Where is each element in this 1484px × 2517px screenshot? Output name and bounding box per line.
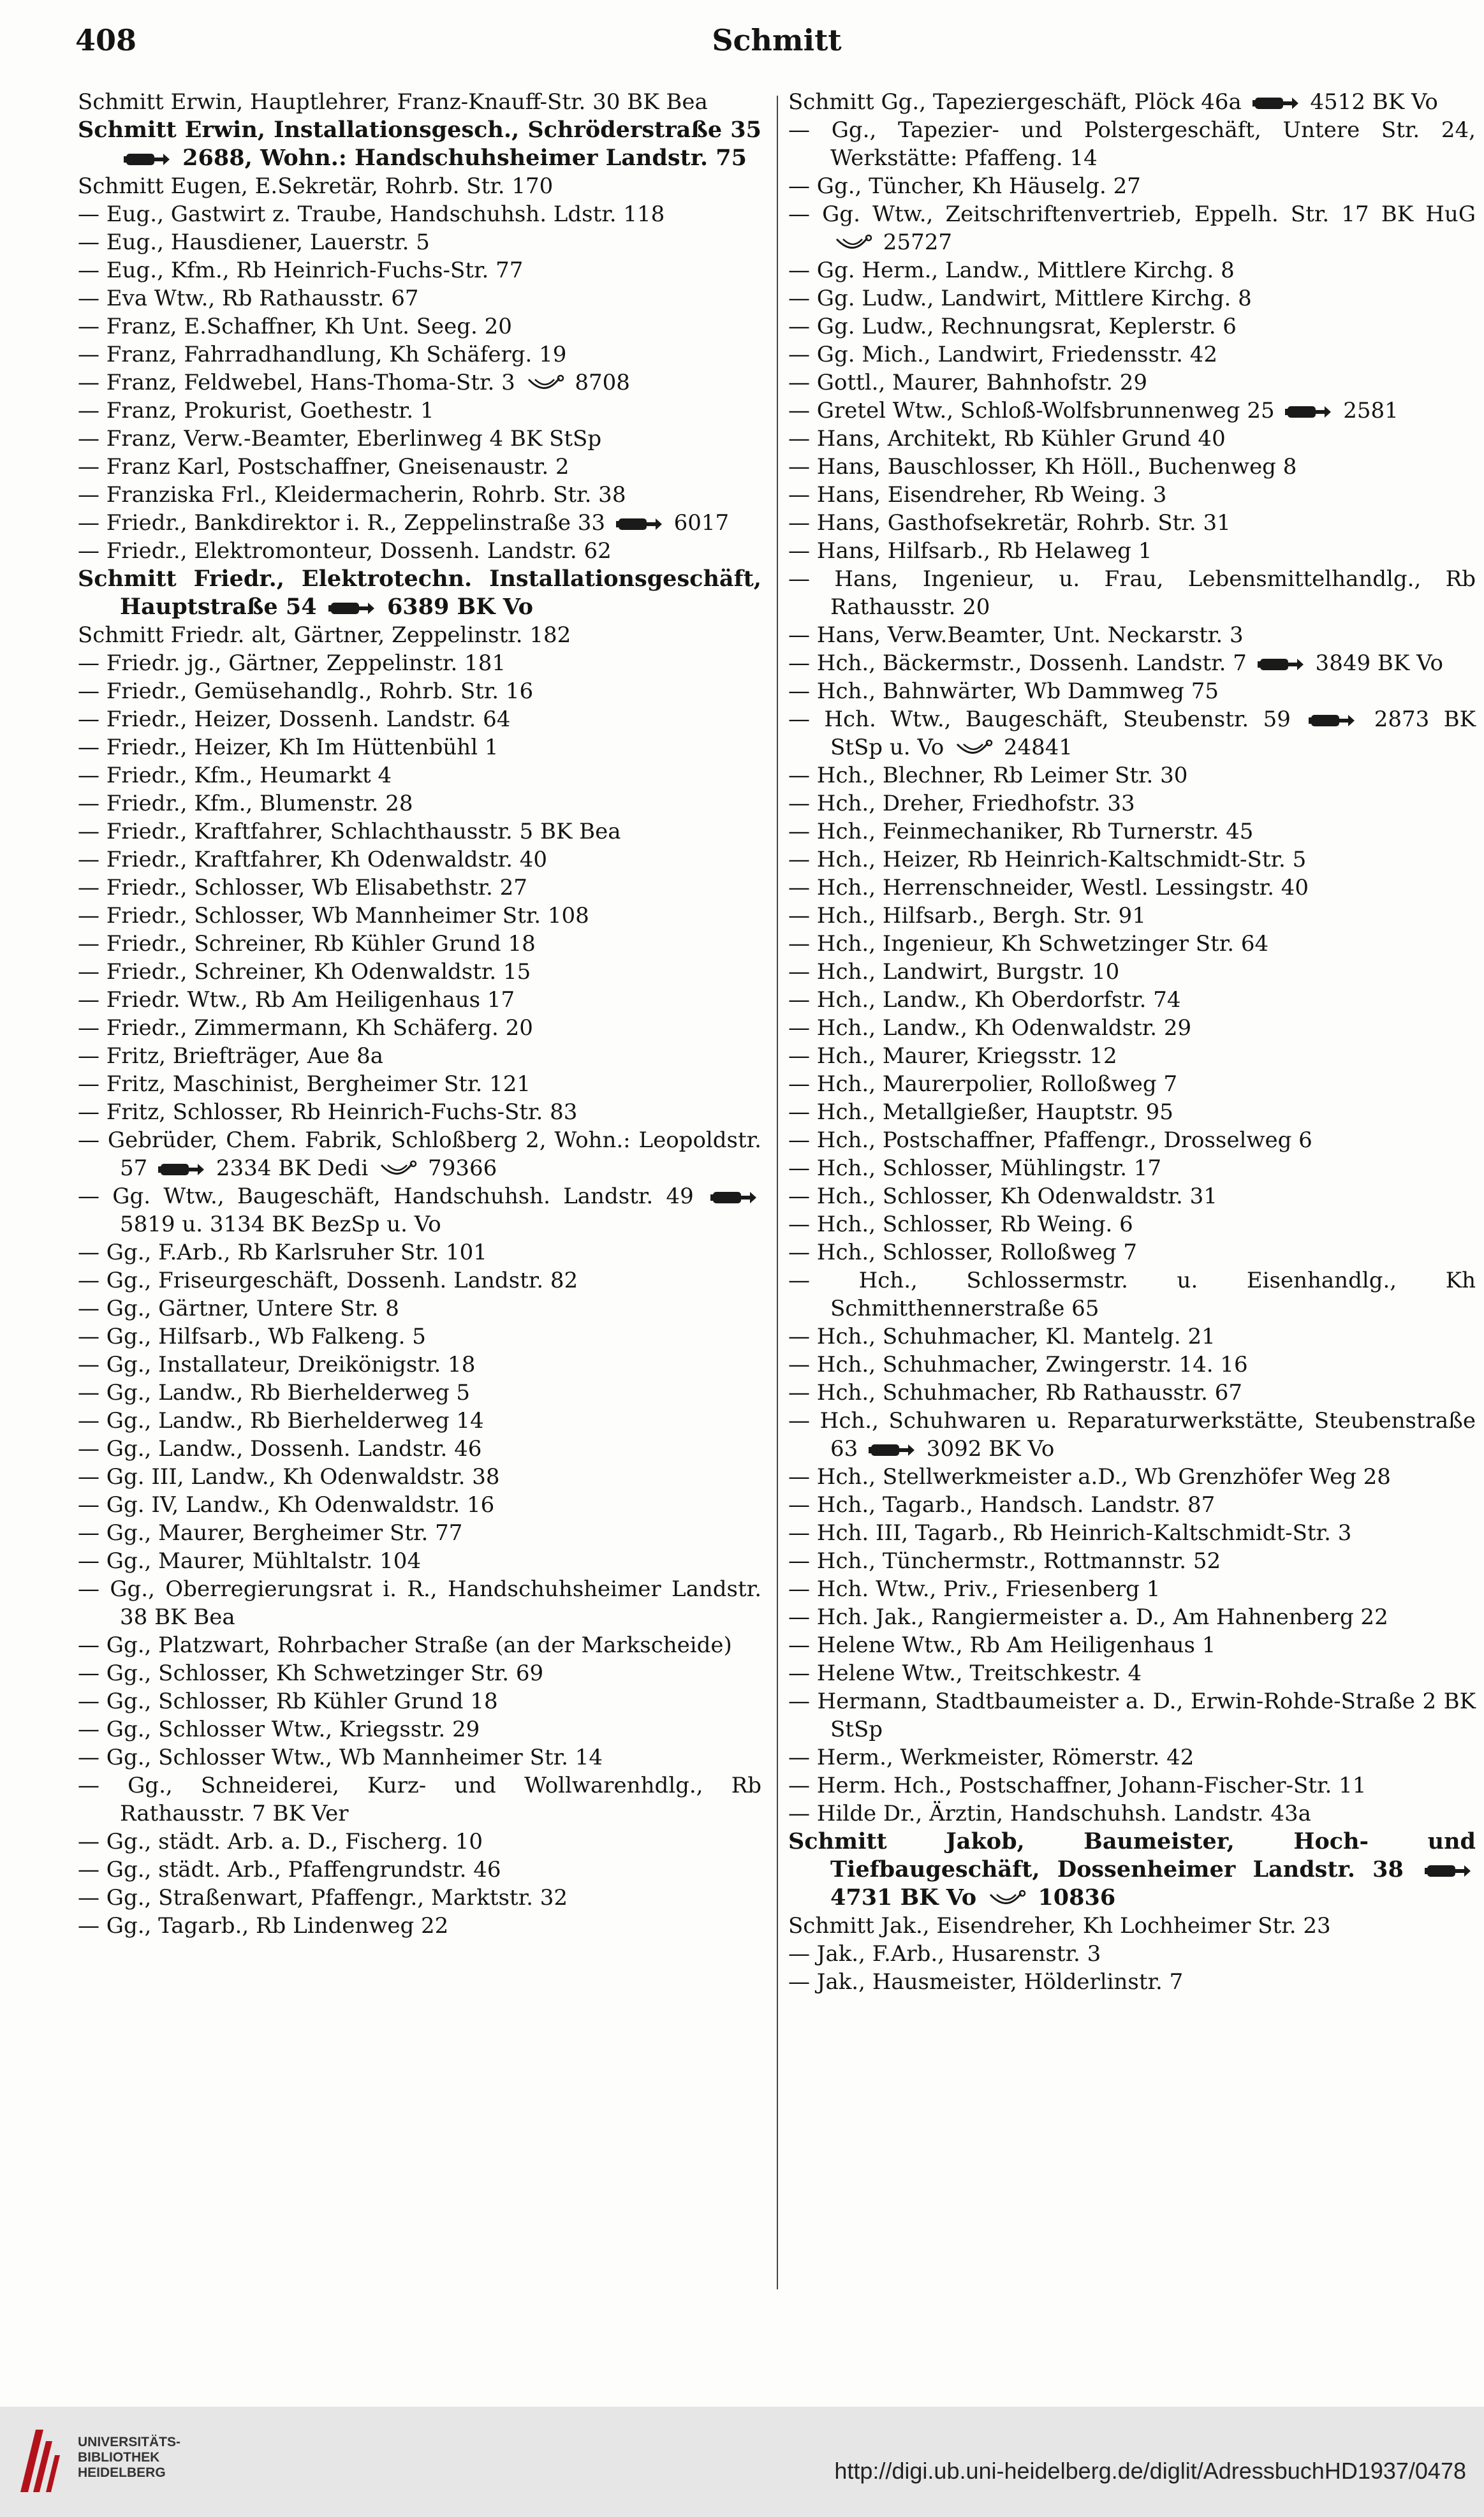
directory-entry	[78, 1547, 761, 1575]
entry-text: — Hch., Schuhmacher, Rb Rathausstr. 67	[788, 1380, 1243, 1405]
entry-text: 24841	[997, 735, 1073, 760]
entry-text: — Hch. Jak., Rangiermeister a. D., Am Hahnenberg 22	[788, 1604, 1388, 1630]
entry-text: — Gg., Platzwart, Rohrbacher Straße (an der Markscheide)	[78, 1633, 732, 1658]
directory-entry	[788, 1407, 1476, 1463]
directory-entry	[78, 1323, 761, 1351]
entry-text: Schmitt Gg., Tapeziergeschäft, Plöck 46a	[788, 89, 1249, 115]
entry-text: — Friedr., Schlosser, Wb Elisabethstr. 27	[78, 875, 527, 900]
entry-text: — Friedr. Wtw., Rb Am Heiligenhaus 17	[78, 987, 515, 1013]
entry-text: — Hch., Schlosser, Kh Odenwaldstr. 31	[788, 1184, 1217, 1209]
directory-entry	[788, 818, 1476, 846]
entry-text: — Friedr., Kraftfahrer, Schlachthausstr. 5 BK Bea	[78, 819, 621, 844]
directory-entry	[78, 1659, 761, 1687]
entry-text: — Hch., Bäckermstr., Dossenh. Landstr. 7	[788, 650, 1254, 676]
entry-text: — Hch., Schlossermstr. u. Eisenhandlg., Kh Schmitthennerstraße 65	[788, 1268, 1476, 1321]
directory-entry	[788, 1210, 1476, 1238]
entry-text: — Friedr. jg., Gärtner, Zeppelinstr. 181	[78, 650, 506, 676]
entry-text: 5819 u. 3134 BK BezSp u. Vo	[120, 1212, 441, 1237]
directory-entry	[788, 705, 1476, 761]
directory-entry	[78, 369, 761, 397]
directory-entry	[788, 1828, 1476, 1912]
entry-text: — Eva Wtw., Rb Rathausstr. 67	[78, 286, 419, 311]
entry-text: — Gg., Tüncher, Kh Häuselg. 27	[788, 173, 1141, 199]
directory-entry	[788, 1603, 1476, 1631]
directory-entry	[788, 1070, 1476, 1098]
entry-text: — Gg., Schlosser Wtw., Wb Mannheimer Str. 14	[78, 1745, 603, 1770]
entry-text: — Gg. Wtw., Baugeschäft, Handschuhsh. Landstr. 49	[78, 1184, 707, 1209]
entry-text: — Franz, Fahrradhandlung, Kh Schäferg. 19	[78, 342, 567, 367]
entry-text: — Friedr., Kfm., Blumenstr. 28	[78, 791, 413, 816]
entry-text: — Helene Wtw., Rb Am Heiligenhaus 1	[788, 1633, 1216, 1658]
directory-entry	[788, 986, 1476, 1014]
directory-entry	[78, 1014, 761, 1042]
directory-entry	[78, 1856, 761, 1884]
directory-entry	[788, 1491, 1476, 1519]
library-line: HEIDELBERG	[78, 2465, 166, 2480]
directory-entry	[78, 1042, 761, 1070]
entry-text: 4731 BK Vo	[830, 1884, 985, 1911]
directory-entry	[788, 1351, 1476, 1379]
entry-text: — Gottl., Maurer, Bahnhofstr. 29	[788, 370, 1148, 395]
entry-text: — Hans, Hilfsarb., Rb Helaweg 1	[788, 538, 1152, 564]
entry-text: Schmitt Eugen, E.Sekretär, Rohrb. Str. 170	[78, 173, 554, 199]
post-horn-icon	[526, 374, 564, 393]
directory-entry	[78, 88, 761, 116]
telephone-icon	[124, 150, 171, 168]
entry-text: 2688, Wohn.: Handschuhsheimer Landstr. 75	[175, 145, 747, 171]
entry-text: — Eug., Gastwirt z. Traube, Handschuhsh. Ldstr. 118	[78, 202, 665, 227]
entry-text: — Fritz, Briefträger, Aue 8a	[78, 1043, 384, 1069]
directory-entry	[78, 818, 761, 846]
entry-text: — Hch., Landw., Kh Oberdorfstr. 74	[788, 987, 1181, 1013]
entry-text: — Gebrüder, Chem. Fabrik, Schloßberg 2, Wohn.: Leopoldstr. 57	[78, 1127, 761, 1181]
directory-entry	[788, 1154, 1476, 1182]
directory-entry	[788, 200, 1476, 256]
entry-text: — Hch., Heizer, Rb Heinrich-Kaltschmidt-Str. 5	[788, 847, 1307, 872]
entry-text: — Hans, Ingenieur, u. Frau, Lebensmittelhandlg., Rb Rathausstr. 20	[788, 566, 1476, 620]
directory-entry	[788, 341, 1476, 369]
directory-entry	[78, 312, 761, 341]
entry-text: — Gg., Gärtner, Untere Str. 8	[78, 1296, 399, 1321]
entry-text: — Hch., Dreher, Friedhofstr. 33	[788, 791, 1135, 816]
directory-entry	[78, 116, 761, 172]
entry-text: — Hch., Schlosser, Rolloßweg 7	[788, 1240, 1137, 1265]
directory-entry	[788, 481, 1476, 509]
entry-text: — Hch., Schlosser, Rb Weing. 6	[788, 1212, 1133, 1237]
entry-text: — Hch., Schlosser, Mühlingstr. 17	[788, 1156, 1162, 1181]
entry-text: — Hch., Feinmechaniker, Rb Turnerstr. 45	[788, 819, 1254, 844]
entry-text: — Hch., Hilfsarb., Bergh. Str. 91	[788, 903, 1146, 928]
directory-entry	[78, 1295, 761, 1323]
entry-text: Schmitt Friedr., Elektrotechn. Installationsgeschäft, Hauptstraße 54	[78, 566, 761, 620]
directory-entry	[788, 874, 1476, 902]
directory-entry	[788, 116, 1476, 172]
directory-entry	[788, 312, 1476, 341]
directory-entry	[788, 1912, 1476, 1940]
directory-entry	[78, 1715, 761, 1743]
entry-text: — Friedr., Kraftfahrer, Kh Odenwaldstr. 40	[78, 847, 548, 872]
entry-text: — Gg., Schlosser Wtw., Kriegsstr. 29	[78, 1717, 480, 1742]
entry-text: — Hch., Stellwerkmeister a.D., Wb Grenzhöfer Weg 28	[788, 1464, 1391, 1490]
right-column	[788, 88, 1476, 1996]
entry-text: — Hch., Metallgießer, Hauptstr. 95	[788, 1099, 1173, 1125]
directory-entry	[788, 537, 1476, 565]
telephone-icon	[1253, 94, 1300, 112]
telephone-icon	[1425, 1862, 1472, 1880]
entry-text: — Hilde Dr., Ärztin, Handschuhsh. Landstr. 43a	[788, 1801, 1311, 1826]
entry-text: — Friedr., Bankdirektor i. R., Zeppelinstraße 33	[78, 510, 612, 536]
entry-text: — Gg., Landw., Rb Bierhelderweg 5	[78, 1380, 471, 1405]
telephone-icon	[616, 515, 663, 533]
directory-entry	[78, 172, 761, 200]
entry-text: — Gg., städt. Arb. a. D., Fischerg. 10	[78, 1829, 483, 1854]
directory-entry	[788, 649, 1476, 677]
entry-text: — Gg., F.Arb., Rb Karlsruher Str. 101	[78, 1240, 487, 1265]
entry-text: — Friedr., Kfm., Heumarkt 4	[78, 763, 392, 788]
directory-entry	[78, 341, 761, 369]
left-column	[78, 88, 761, 1940]
library-name	[78, 2435, 180, 2481]
entry-text: — Gg. Herm., Landw., Mittlere Kirchg. 8	[788, 258, 1235, 283]
directory-entry	[78, 1828, 761, 1856]
directory-entry	[78, 930, 761, 958]
directory-entry	[788, 1042, 1476, 1070]
directory-entry	[788, 1968, 1476, 1996]
entry-text: — Hermann, Stadtbaumeister a. D., Erwin-Rohde-Straße 2 BK StSp	[788, 1689, 1476, 1742]
entry-text: 2334 BK Dedi	[209, 1156, 376, 1181]
library-line: BIBLIOTHEK	[78, 2450, 160, 2465]
entry-text: Schmitt Jakob, Baumeister, Hoch- und Tiefbaugeschäft, Dossenheimer Landstr. 38	[788, 1828, 1476, 1882]
entry-text: — Eug., Hausdiener, Lauerstr. 5	[78, 230, 430, 255]
directory-entry	[78, 1575, 761, 1631]
column-divider	[777, 96, 778, 2289]
directory-entry	[78, 1491, 761, 1519]
entry-text: — Gg., Tagarb., Rb Lindenweg 22	[78, 1913, 449, 1939]
directory-entry	[78, 284, 761, 312]
entry-text: 6389 BK Vo	[379, 594, 534, 620]
entry-text: Schmitt Jak., Eisendreher, Kh Lochheimer Str. 23	[788, 1913, 1331, 1939]
entry-text: — Franz, Verw.-Beamter, Eberlinweg 4 BK StSp	[78, 426, 602, 451]
directory-entry	[78, 509, 761, 537]
entry-text: Schmitt Erwin, Hauptlehrer, Franz-Knauff-Str. 30 BK Bea	[78, 89, 708, 115]
entry-text: — Gg. Wtw., Zeitschriftenvertrieb, Eppelh. Str. 17 BK HuG	[788, 202, 1476, 227]
directory-entry	[78, 256, 761, 284]
directory-entry	[788, 1940, 1476, 1968]
directory-entry	[788, 1743, 1476, 1772]
directory-entry	[788, 1800, 1476, 1828]
directory-entry	[78, 1519, 761, 1547]
entry-text: — Hch., Schuhmacher, Kl. Mantelg. 21	[788, 1324, 1216, 1349]
directory-entry	[788, 1182, 1476, 1210]
entry-text: — Hch., Landw., Kh Odenwaldstr. 29	[788, 1015, 1192, 1041]
directory-entry	[788, 677, 1476, 705]
entry-text: 2581	[1336, 398, 1399, 423]
directory-entry	[788, 453, 1476, 481]
entry-text: — Franziska Frl., Kleidermacherin, Rohrb. Str. 38	[78, 482, 626, 508]
library-logo-icon	[14, 2422, 65, 2499]
directory-entry	[788, 1126, 1476, 1154]
entry-text: — Hch. III, Tagarb., Rb Heinrich-Kaltschmidt-Str. 3	[788, 1520, 1352, 1546]
telephone-icon	[1285, 403, 1332, 421]
entry-text: — Hch. Wtw., Priv., Friesenberg 1	[788, 1576, 1161, 1602]
library-line: UNIVERSITÄTS-	[78, 2435, 181, 2449]
entry-text: — Gg., Hilfsarb., Wb Falkeng. 5	[78, 1324, 426, 1349]
entry-text: — Friedr., Schreiner, Kh Odenwaldstr. 15	[78, 959, 531, 985]
entry-text: — Franz, Prokurist, Goethestr. 1	[78, 398, 434, 423]
directory-entry	[78, 1379, 761, 1407]
directory-entry	[78, 1912, 761, 1940]
directory-entry	[788, 902, 1476, 930]
entry-text: — Hch. Wtw., Baugeschäft, Steubenstr. 59	[788, 707, 1305, 732]
entry-text: — Fritz, Schlosser, Rb Heinrich-Fuchs-Str. 83	[78, 1099, 578, 1125]
directory-entry	[78, 705, 761, 733]
entry-text: — Gg., städt. Arb., Pfaffengrundstr. 46	[78, 1857, 501, 1882]
directory-entry	[788, 425, 1476, 453]
directory-entry	[78, 537, 761, 565]
entry-text: — Franz Karl, Postschaffner, Gneisenaustr. 2	[78, 454, 569, 480]
directory-entry	[78, 677, 761, 705]
entry-text: — Hch., Tünchermstr., Rottmannstr. 52	[788, 1548, 1221, 1574]
entry-text: — Hans, Gasthofsekretär, Rohrb. Str. 31	[788, 510, 1231, 536]
entry-text: — Hch., Blechner, Rb Leimer Str. 30	[788, 763, 1188, 788]
entry-text: — Gg. IV, Landw., Kh Odenwaldstr. 16	[78, 1492, 495, 1518]
entry-text: 25727	[876, 230, 952, 255]
entry-text: 8708	[568, 370, 630, 395]
entry-text: — Gg. III, Landw., Kh Odenwaldstr. 38	[78, 1464, 500, 1490]
directory-entry	[788, 1379, 1476, 1407]
entry-text: — Hch., Maurer, Kriegsstr. 12	[788, 1043, 1117, 1069]
directory-entry	[788, 1014, 1476, 1042]
entry-text: 10836	[1030, 1884, 1116, 1911]
entry-text: — Hch., Ingenieur, Kh Schwetzinger Str. 64	[788, 931, 1269, 957]
directory-entry	[788, 789, 1476, 818]
entry-text: — Hch., Bahnwärter, Wb Dammweg 75	[788, 679, 1219, 704]
source-url-link[interactable]: http://digi.ub.uni-heidelberg.de/diglit/AdressbuchHD1937/0478	[834, 2458, 1466, 2484]
directory-entry	[78, 1407, 761, 1435]
directory-entry	[788, 1547, 1476, 1575]
entry-text: — Gg. Mich., Landwirt, Friedensstr. 42	[788, 342, 1217, 367]
directory-entry	[788, 509, 1476, 537]
directory-entry	[788, 1687, 1476, 1743]
entry-text: — Jak., F.Arb., Husarenstr. 3	[788, 1941, 1101, 1967]
post-horn-icon	[834, 234, 872, 253]
directory-entry	[788, 1098, 1476, 1126]
entry-text: 6017	[666, 510, 730, 536]
entry-text: — Hch., Tagarb., Handsch. Landstr. 87	[788, 1492, 1216, 1518]
entry-text: — Franz, E.Schaffner, Kh Unt. Seeg. 20	[78, 314, 512, 339]
directory-entry	[78, 425, 761, 453]
directory-entry	[788, 1238, 1476, 1266]
directory-entry	[788, 256, 1476, 284]
entry-text: — Herm., Werkmeister, Römerstr. 42	[788, 1745, 1194, 1770]
entry-text: 3849 BK Vo	[1308, 650, 1443, 676]
entry-text: Schmitt Friedr. alt, Gärtner, Zeppelinstr. 182	[78, 622, 571, 648]
directory-entry	[788, 1575, 1476, 1603]
page-header	[75, 15, 1478, 66]
page-number: 408	[75, 23, 137, 57]
entry-text: — Gg., Oberregierungsrat i. R., Handschuhsheimer Landstr. 38 BK Bea	[78, 1576, 761, 1630]
entry-text: — Jak., Hausmeister, Hölderlinstr. 7	[788, 1969, 1184, 1995]
directory-entry	[788, 284, 1476, 312]
entry-text: — Gg., Schlosser, Kh Schwetzinger Str. 69	[78, 1661, 544, 1686]
directory-entry	[78, 1772, 761, 1828]
directory-entry	[788, 958, 1476, 986]
directory-entry	[78, 1743, 761, 1772]
entry-text: — Friedr., Schreiner, Rb Kühler Grund 18	[78, 931, 536, 957]
entry-text: — Franz, Feldwebel, Hans-Thoma-Str. 3	[78, 370, 522, 395]
entry-text: 2873 BK StSp u. Vo	[830, 707, 1476, 760]
directory-entry	[78, 200, 761, 228]
directory-entry	[78, 789, 761, 818]
directory-entry	[788, 397, 1476, 425]
directory-entry	[78, 1098, 761, 1126]
directory-entry	[78, 1266, 761, 1295]
telephone-icon	[869, 1441, 916, 1459]
entry-text: — Hans, Eisendreher, Rb Weing. 3	[788, 482, 1167, 508]
footer-bar	[0, 2407, 1484, 2517]
entry-text: — Gg., Maurer, Mühltalstr. 104	[78, 1548, 422, 1574]
entry-text: — Hch., Schuhwaren u. Reparaturwerkstätte, Steubenstraße 63	[788, 1408, 1476, 1462]
directory-entry	[78, 1463, 761, 1491]
entry-text: — Gretel Wtw., Schloß-Wolfsbrunnenweg 25	[788, 398, 1282, 423]
directory-entry	[78, 453, 761, 481]
entry-text: — Friedr., Zimmermann, Kh Schäferg. 20	[78, 1015, 533, 1041]
directory-entry	[78, 1631, 761, 1659]
post-horn-icon	[955, 739, 993, 758]
telephone-icon	[710, 1189, 758, 1207]
directory-entry	[788, 565, 1476, 621]
directory-entry	[788, 621, 1476, 649]
entry-text: — Fritz, Maschinist, Bergheimer Str. 121	[78, 1071, 531, 1097]
directory-entry	[78, 228, 761, 256]
directory-entry	[788, 88, 1476, 116]
entry-text: — Hans, Bauschlosser, Kh Höll., Buchenweg 8	[788, 454, 1297, 480]
directory-entry	[788, 846, 1476, 874]
directory-entry	[78, 1182, 761, 1238]
directory-entry	[788, 761, 1476, 789]
entry-text: — Hans, Verw.Beamter, Unt. Neckarstr. 3	[788, 622, 1244, 648]
directory-entry	[78, 958, 761, 986]
entry-text: — Hans, Architekt, Rb Kühler Grund 40	[788, 426, 1226, 451]
directory-entry	[78, 649, 761, 677]
entry-text: Schmitt Erwin, Installationsgesch., Schröderstraße 35	[78, 117, 761, 143]
directory-entry	[78, 1435, 761, 1463]
page-title: Schmitt	[712, 23, 842, 57]
telephone-icon	[1258, 656, 1305, 673]
entry-text: — Gg., Straßenwart, Pfaffengr., Marktstr. 32	[78, 1885, 568, 1911]
entry-text: — Hch., Maurerpolier, Rolloßweg 7	[788, 1071, 1178, 1097]
entry-text: — Hch., Landwirt, Burgstr. 10	[788, 959, 1120, 985]
directory-entry	[78, 565, 761, 621]
directory-entry	[78, 1687, 761, 1715]
entry-text: — Friedr., Heizer, Kh Im Hüttenbühl 1	[78, 735, 499, 760]
entry-text: — Hch., Herrenschneider, Westl. Lessingstr. 40	[788, 875, 1309, 900]
entry-text: — Gg., Maurer, Bergheimer Str. 77	[78, 1520, 463, 1546]
telephone-icon	[158, 1161, 205, 1178]
entry-text: — Herm. Hch., Postschaffner, Johann-Fischer-Str. 11	[788, 1773, 1367, 1798]
post-horn-icon	[988, 1890, 1026, 1909]
post-horn-icon	[379, 1160, 417, 1179]
directory-entry	[78, 986, 761, 1014]
directory-entry	[78, 1126, 761, 1182]
entry-text: — Gg., Schlosser, Rb Kühler Grund 18	[78, 1689, 498, 1714]
directory-entry	[788, 1323, 1476, 1351]
entry-text: — Hch., Postschaffner, Pfaffengr., Drosselweg 6	[788, 1127, 1312, 1153]
directory-entry	[788, 1266, 1476, 1323]
directory-entry	[78, 1884, 761, 1912]
directory-entry	[788, 1772, 1476, 1800]
directory-entry	[78, 481, 761, 509]
directory-entry	[78, 874, 761, 902]
directory-entry	[78, 761, 761, 789]
entry-text: — Gg., Landw., Dossenh. Landstr. 46	[78, 1436, 482, 1462]
directory-entry	[78, 733, 761, 761]
directory-entry	[788, 930, 1476, 958]
directory-entry	[78, 1070, 761, 1098]
directory-entry	[788, 172, 1476, 200]
entry-text: — Gg., Installateur, Dreikönigstr. 18	[78, 1352, 476, 1377]
directory-entry	[78, 621, 761, 649]
directory-entry	[788, 1631, 1476, 1659]
entry-text: — Friedr., Schlosser, Wb Mannheimer Str. 108	[78, 903, 589, 928]
entry-text: — Gg., Tapezier- und Polstergeschäft, Untere Str. 24, Werkstätte: Pfaffeng. 14	[788, 117, 1476, 171]
directory-entry	[788, 1659, 1476, 1687]
directory-entry	[788, 1519, 1476, 1547]
entry-text: — Helene Wtw., Treitschkestr. 4	[788, 1661, 1142, 1686]
entry-text: — Hch., Schuhmacher, Zwingerstr. 14. 16	[788, 1352, 1248, 1377]
entry-text: — Friedr., Elektromonteur, Dossenh. Landstr. 62	[78, 538, 612, 564]
entry-text: — Gg., Friseurgeschäft, Dossenh. Landstr. 82	[78, 1268, 578, 1293]
directory-entry	[78, 397, 761, 425]
entry-text: 3092 BK Vo	[920, 1436, 1055, 1462]
directory-entry	[78, 1351, 761, 1379]
entry-text: — Friedr., Heizer, Dossenh. Landstr. 64	[78, 707, 511, 732]
directory-entry	[78, 902, 761, 930]
entry-text: — Gg. Ludw., Landwirt, Mittlere Kirchg. 8	[788, 286, 1252, 311]
entry-text: — Friedr., Gemüsehandlg., Rohrb. Str. 16	[78, 679, 534, 704]
directory-entry	[78, 846, 761, 874]
entry-text: 4512 BK Vo	[1303, 89, 1438, 115]
entry-text: 79366	[421, 1156, 497, 1181]
telephone-icon	[1309, 712, 1356, 730]
directory-entry	[78, 1238, 761, 1266]
entry-text: — Eug., Kfm., Rb Heinrich-Fuchs-Str. 77	[78, 258, 524, 283]
entry-text: — Gg., Landw., Rb Bierhelderweg 14	[78, 1408, 484, 1434]
directory-entry	[788, 369, 1476, 397]
telephone-icon	[328, 599, 376, 617]
entry-text: — Gg. Ludw., Rechnungsrat, Keplerstr. 6	[788, 314, 1237, 339]
entry-text: — Gg., Schneiderei, Kurz- und Wollwarenhdlg., Rb Rathausstr. 7 BK Ver	[78, 1773, 761, 1826]
directory-entry	[788, 1463, 1476, 1491]
